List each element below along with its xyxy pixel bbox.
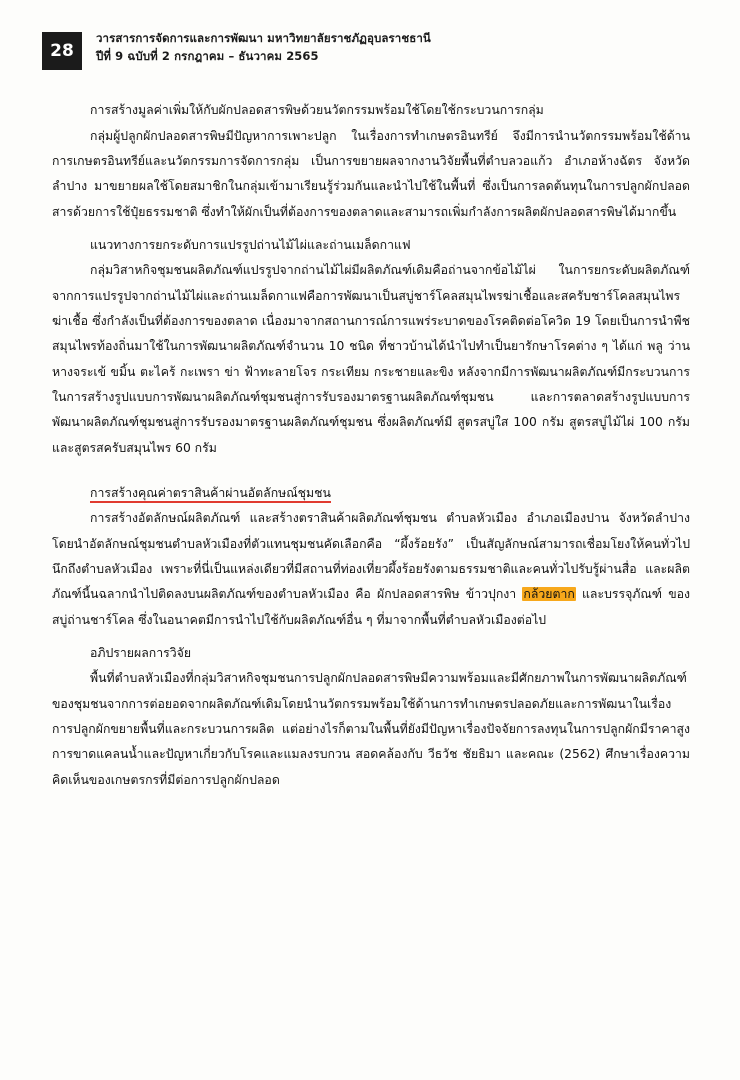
page-content (0, 70, 740, 793)
journal-issue: ปีที่ 9 ฉบับที่ 2 กรกฎาคม – ธันวาคม 2565 (96, 48, 319, 63)
page-number: 28 (42, 32, 82, 70)
page-header (0, 0, 740, 70)
underlined-heading-text: การสร้างคุณค่าตราสินค้าผ่านอัตลักษณ์ชุมชน (90, 486, 331, 503)
paragraph-6-heading: อภิปรายผลการวิจัย (90, 645, 192, 660)
paragraph-5 (52, 506, 690, 633)
paragraph-7: พื้นที่ตำบลหัวเมืองที่กลุ่มวิสาหกิจชุมชนการปลูกผักปลอดสารพิษมีความพร้อมและมีศักยภาพในการพัฒนาผลิตภัณฑ์ของชุมชนจากการต่อยอดจากผลิตภัณฑ์เดิมโดยนำนวัตกรรมพร้อมใช้ด้านการทำเกษตรปลอดภัยและการพัฒนาในเรื่องการปลูกผักขยายพื้นที่และกระบวนการผลิต แต่อย่างไรก็ตามในพื้นที่ยังมีปัญหาเรื่องปัจจัยการลงทุนในการปลูกผักมีราคาสูง การขาดแคลนน้ำและปัญหาเกี่ยวกับโรคและแมลงรบกวน สอดคล้องกับ วีธวัช ชัยธิมา และคณะ (2562) ศึกษาเรื่องความคิดเห็นของเกษตรกรที่มีต่อการปลูกผักปลอด (52, 671, 690, 787)
journal-title: วารสารการจัดการและการพัฒนา มหาวิทยาลัยราชภัฏอุบลราชธานี (96, 31, 431, 45)
journal-info (96, 30, 431, 66)
paragraph-4: กลุ่มวิสาหกิจชุมชนผลิตภัณฑ์แปรรูปจากถ่านไม้ไผ่มีผลิตภัณฑ์เดิมคือถ่านจากข้อไม้ไผ่ ในการยกระดับผลิตภัณฑ์จากการแปรรูปจากถ่านไม้ไผ่และถ่านเมล็ดกาแฟคือการพัฒนาเป็นสบู่ชาร์โคลสมุนไพรฆ่าเชื้อและสครับชาร์โคลสมุนไพรฆ่าเชื้อ ซึ่งกำลังเป็นที่ต้องการของตลาด เนื่องมาจากสถานการณ์การแพร่ระบาดของโรคติดต่อโควิด 19 โดยเป็นการนำพืชสมุนไพรท้องถิ่นมาใช้ในการพัฒนาผลิตภัณฑ์จำนวน 10 ชนิด ที่ชาวบ้านได้นำไปทำเป็นยารักษาโรคต่าง ๆ ได้แก่ พลู ว่านหางจระเข้ ขมิ้น ตะไคร้ กะเพรา ข่า ฟ้าทะลายโจร กระเทียม กระชายและขิง หลังจากมีการพัฒนาผลิตภัณฑ์มีกระบวนการในการสร้างรูปแบบการพัฒนาผลิตภัณฑ์ชุมชนสู่การรับรองมาตรฐานผลิตภัณฑ์ชุมชน และการตลาดสร้างรูปแบบการพัฒนาผลิตภัณฑ์ชุมชนสู่การรับรองมาตรฐานผลิตภัณฑ์ชุมชน ซึ่งผลิตภัณฑ์มี สูตรสบู่ใส 100 กรัม สูตรสบู่ไม้ไผ่ 100 กรัม และสูตรสครับสมุนไพร 60 กรัม (52, 263, 690, 455)
paragraph-5-part-a: การสร้างอัตลักษณ์ผลิตภัณฑ์ และสร้างตราสินค้าผลิตภัณฑ์ชุมชน ตำบลหัวเมือง อำเภอเมืองปาน จังหวัดลำปาง โดยนำอัตลักษณ์ชุมชนตำบลหัวเมืองที่ตัวแทนชุมชนคัดเลือกคือ “ผึ้งร้อยรัง” เป็นสัญลักษณ์สามารถเชื่อมโยงให้คนทั่วไปนึกถึงตำบลหัวเมือง เพราะที่นี่เป็นแหล่งเดียวที่มีสถานที่ท่องเที่ยวผึ้งร้อยรังตามธรรมชาติและคนทั่วไปรับรู้ผ่านสื่อ และผลิตภัณฑ์นี้นฉลากนำไปติดลงบนผลิตภัณฑ์ของตำบลหัวเมือง คือ ผักปลอดสารพิษ ข้าวปุกงา (52, 511, 690, 602)
paragraph-1: การสร้างมูลค่าเพิ่มให้กับผักปลอดสารพิษด้วยนวัตกรรมพร้อมใช้โดยใช้กระบวนการกลุ่ม (90, 103, 544, 117)
paragraph-2: กลุ่มผู้ปลูกผักปลอดสารพิษมีปัญหาการเพาะปลูก ในเรื่องการทำเกษตรอินทรีย์ จึงมีการนำนวัตกรรมพร้อมใช้ด้านการเกษตรอินทรีย์และนวัตกรรมการจัดการกลุ่ม เป็นการขยายผลจากงานวิจัยพื้นที่ตำบลวอแก้ว อำเภอห้างฉัตร จังหวัดลำปาง มาขยายผลใช้โดยสมาชิกในกลุ่มเข้ามาเรียนรู้ร่วมกันและนำไปใช้ในพื้นที่ ซึ่งเป็นการลดต้นทุนในการปลูกผักปลอดสารด้วยการใช้ปุ๋ยธรรมชาติ ซึ่งทำให้ผักเป็นที่ต้องการของตลาดและสามารถเพิ่มกำลังการผลิตผักปลอดสารพิษได้มากขึ้น (52, 128, 690, 219)
highlighted-phrase: กล้วยตาก (523, 587, 575, 602)
paragraph-5-part-b: และบรรจุภัณฑ์ ของสบู่ถ่านชาร์โคล ซึ่งในอนาคตมีการนำไปใช้กับผลิตภัณฑ์อื่น ๆ ที่มาจากพื้นที่ตำบลหัวเมืองต่อไป (52, 587, 691, 627)
paragraph-3-heading: แนวทางการยกระดับการแปรรูปถ่านไม้ไผ่และถ่านเมล็ดกาแฟ (90, 237, 411, 252)
section-heading-underlined (52, 481, 690, 506)
